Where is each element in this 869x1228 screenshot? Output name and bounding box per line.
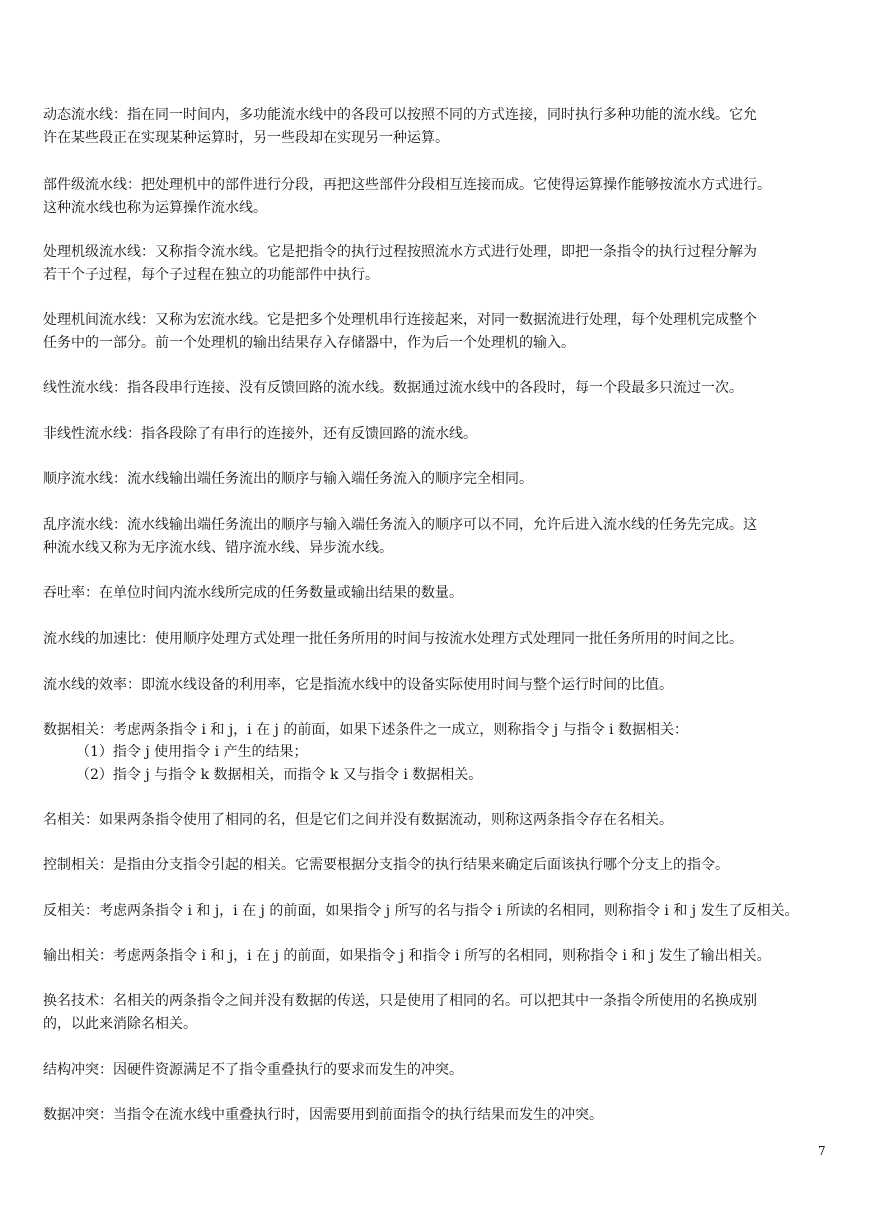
text-line: 这种流水线也称为运算操作流水线。 bbox=[43, 200, 267, 216]
paragraph-data-hazard bbox=[43, 1104, 833, 1127]
paragraph-renaming bbox=[43, 990, 833, 1036]
paragraph-efficiency bbox=[43, 674, 833, 697]
paragraph-speedup bbox=[43, 628, 833, 651]
text-line: 动态流水线：指在同一时间内，多功能流水线中的各段可以按照不同的方式连接，同时执行多种功能的流水线。它允 bbox=[43, 107, 757, 123]
text-line: 控制相关：是指由分支指令引起的相关。它需要根据分支指令的执行结果来确定后面该执行哪个分支上的指令。 bbox=[43, 857, 729, 873]
text-line: 结构冲突：因硬件资源满足不了指令重叠执行的要求而发生的冲突。 bbox=[43, 1062, 463, 1078]
paragraph-data-dependence bbox=[43, 719, 833, 742]
condition-item-1 bbox=[76, 741, 308, 764]
paragraph-anti-dependence bbox=[43, 900, 833, 923]
paragraph-linear-pipeline bbox=[43, 377, 833, 400]
condition-item-2 bbox=[76, 764, 482, 787]
text-line: 换名技术：名相关的两条指令之间并没有数据的传送，只是使用了相同的名。可以把其中一条指令所使用的名换成别 bbox=[43, 993, 757, 1009]
text-line: 数据相关：考虑两条指令 i 和 j，i 在 j 的前面，如果下述条件之一成立，则称指令 j 与指令 i 数据相关： bbox=[43, 722, 688, 738]
text-line: 乱序流水线：流水线输出端任务流出的顺序与输入端任务流入的顺序可以不同，允许后进入流水线的任务先完成。这 bbox=[43, 517, 757, 533]
paragraph-throughput bbox=[43, 582, 833, 605]
paragraph-nonlinear-pipeline bbox=[43, 423, 833, 446]
text-line: （1）指令 j 使用指令 i 产生的结果； bbox=[76, 744, 308, 760]
paragraph-ordered-pipeline bbox=[43, 468, 833, 491]
text-line: 顺序流水线：流水线输出端任务流出的顺序与输入端任务流入的顺序完全相同。 bbox=[43, 471, 533, 487]
text-line: 吞吐率：在单位时间内流水线所完成的任务数量或输出结果的数量。 bbox=[43, 585, 463, 601]
paragraph-structural-hazard bbox=[43, 1059, 833, 1082]
text-line: 若干个子过程，每个子过程在独立的功能部件中执行。 bbox=[43, 267, 379, 283]
paragraph-name-dependence bbox=[43, 809, 833, 832]
text-line: （2）指令 j 与指令 k 数据相关，而指令 k 又与指令 i 数据相关。 bbox=[76, 767, 483, 783]
text-line: 输出相关：考虑两条指令 i 和 j，i 在 j 的前面，如果指令 j 和指令 i 所写的名相同，则称指令 i 和 j 发生了输出相关。 bbox=[43, 948, 771, 964]
text-line: 的，以此来消除名相关。 bbox=[43, 1016, 197, 1032]
text-line: 非线性流水线：指各段除了有串行的连接外，还有反馈回路的流水线。 bbox=[43, 426, 477, 442]
text-line: 部件级流水线：把处理机中的部件进行分段，再把这些部件分段相互连接而成。它使得运算操作能够按流水方式进行。 bbox=[43, 177, 771, 193]
text-line: 处理机级流水线：又称指令流水线。它是把指令的执行过程按照流水方式进行处理，即把一条指令的执行过程分解为 bbox=[43, 244, 757, 260]
text-line: 数据冲突：当指令在流水线中重叠执行时，因需要用到前面指令的执行结果而发生的冲突。 bbox=[43, 1107, 603, 1123]
text-line: 反相关：考虑两条指令 i 和 j，i 在 j 的前面，如果指令 j 所写的名与指令 i 所读的名相同，则称指令 i 和 j 发生了反相关。 bbox=[43, 903, 799, 919]
text-line: 处理机间流水线：又称为宏流水线。它是把多个处理机串行连接起来，对同一数据流进行处理，每个处理机完成整个 bbox=[43, 312, 757, 328]
text-line: 任务中的一部分。前一个处理机的输出结果存入存储器中，作为后一个处理机的输入。 bbox=[43, 335, 575, 351]
paragraph-inter-processor-pipeline bbox=[43, 309, 833, 355]
paragraph-processor-pipeline bbox=[43, 241, 833, 287]
paragraph-out-of-order-pipeline bbox=[43, 514, 833, 560]
paragraph-output-dependence bbox=[43, 945, 833, 968]
paragraph-control-dependence bbox=[43, 854, 833, 877]
text-line: 流水线的效率：即流水线设备的利用率，它是指流水线中的设备实际使用时间与整个运行时间的比值。 bbox=[43, 677, 673, 693]
paragraph-component-pipeline bbox=[43, 174, 833, 220]
text-line: 名相关：如果两条指令使用了相同的名，但是它们之间并没有数据流动，则称这两条指令存在名相关。 bbox=[43, 812, 673, 828]
text-line: 线性流水线：指各段串行连接、没有反馈回路的流水线。数据通过流水线中的各段时，每一个段最多只流过一次。 bbox=[43, 380, 743, 396]
paragraph-dynamic-pipeline bbox=[43, 104, 833, 150]
text-line: 流水线的加速比：使用顺序处理方式处理一批任务所用的时间与按流水处理方式处理同一批任务所用的时间之比。 bbox=[43, 631, 743, 647]
text-line: 许在某些段正在实现某种运算时，另一些段却在实现另一种运算。 bbox=[43, 130, 449, 146]
text-line: 种流水线又称为无序流水线、错序流水线、异步流水线。 bbox=[43, 540, 393, 556]
page-number: 7 bbox=[818, 1144, 826, 1158]
